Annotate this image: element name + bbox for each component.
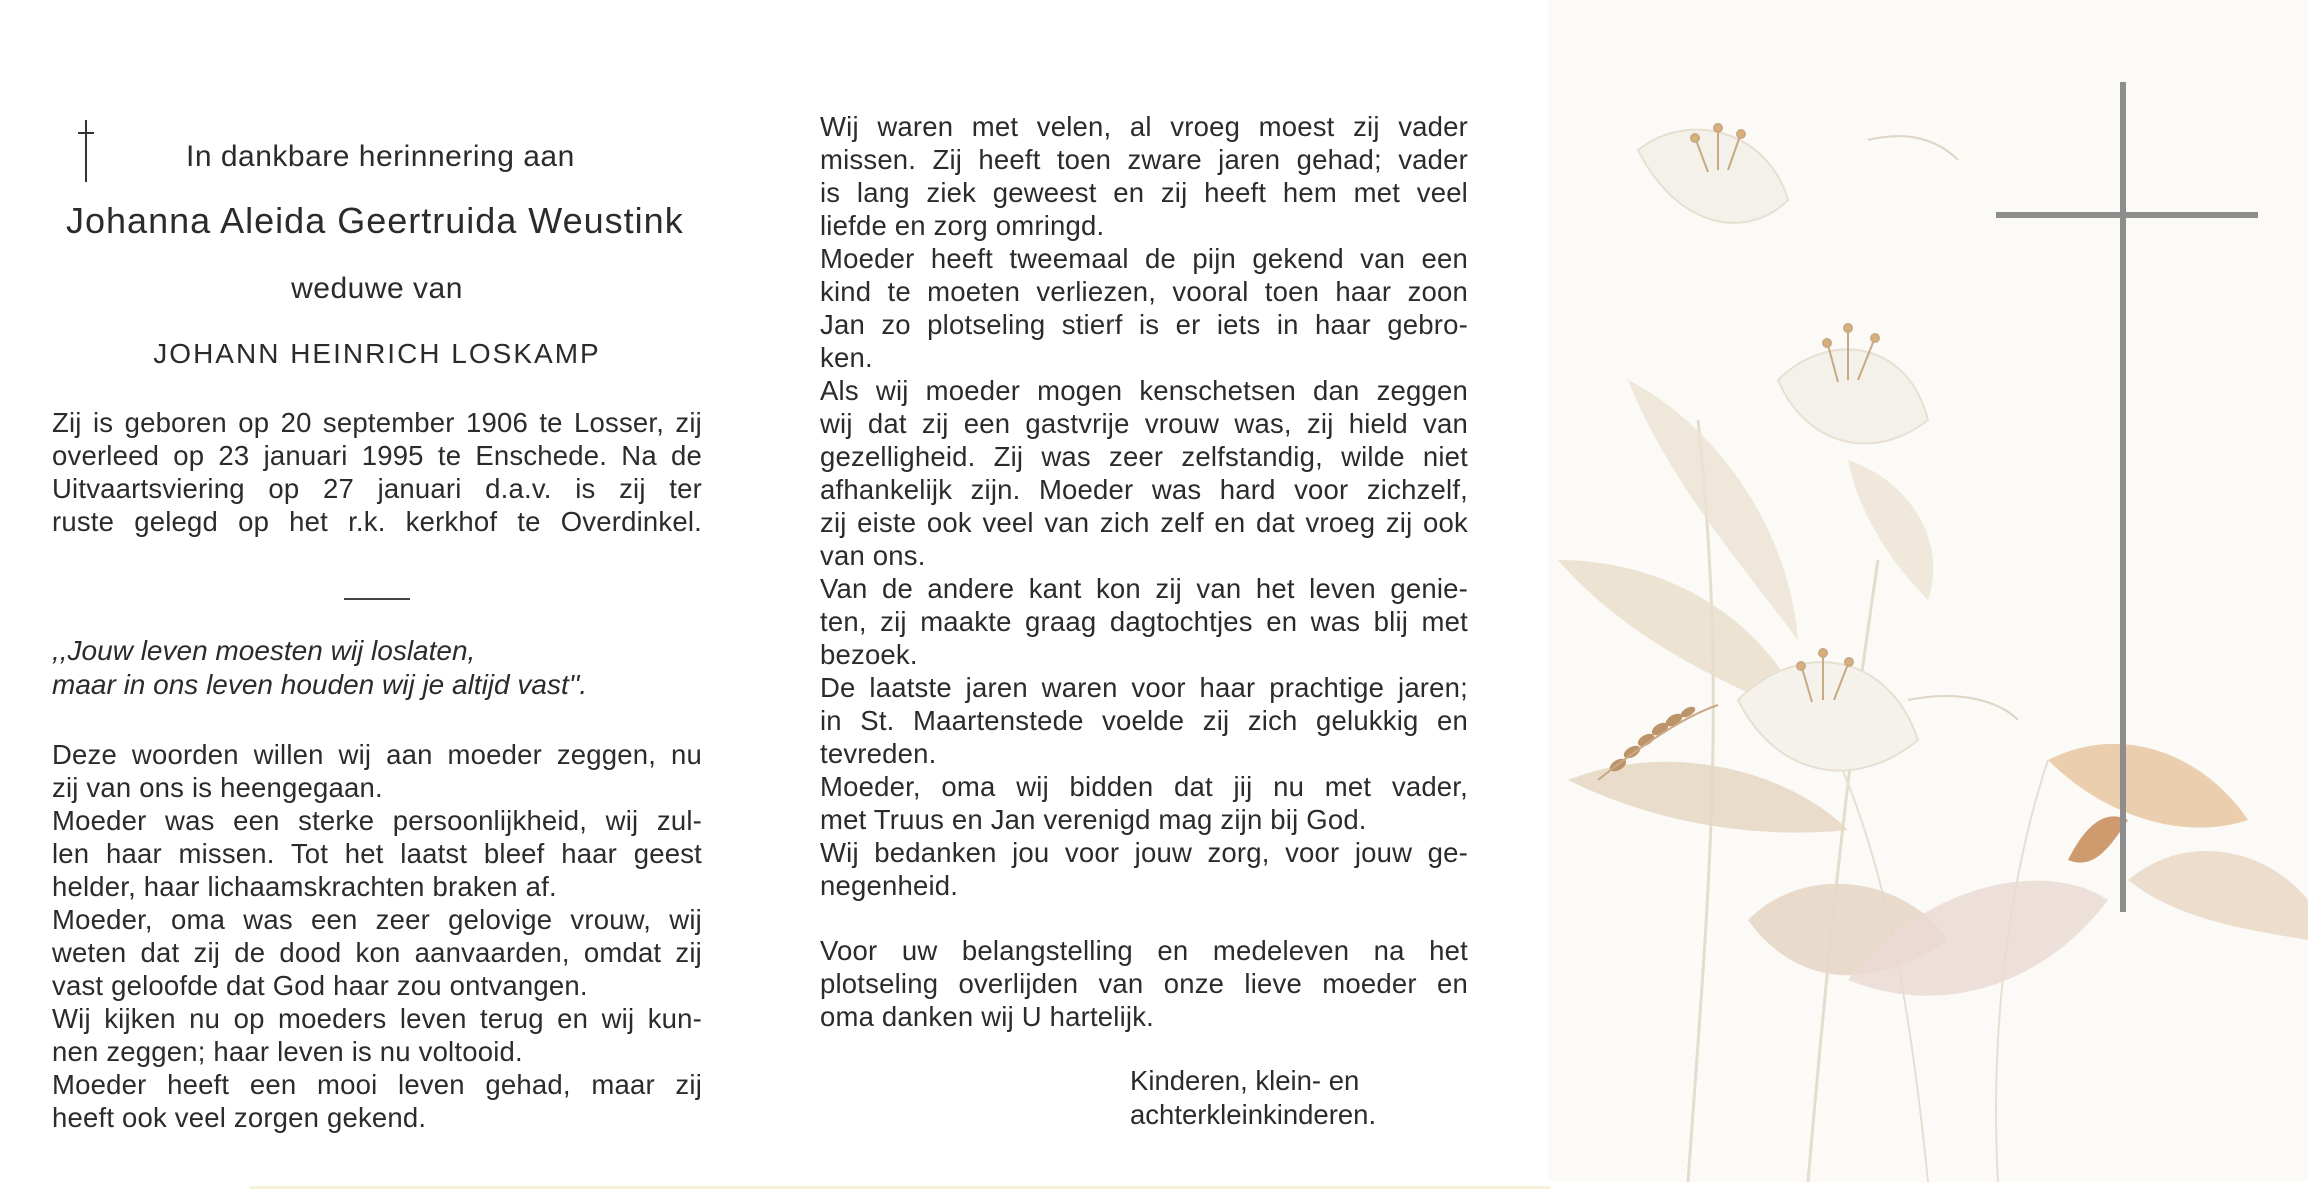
text-line: Van de andere kant kon zij van het leven genie-: [820, 573, 1468, 604]
text-line: bezoek.: [820, 639, 918, 670]
text-line: tevreden.: [820, 738, 937, 769]
text-line: ruste gelegd op het r.k. kerkhof te Overdinkel.: [52, 506, 702, 537]
bottom-edge-stripe: [250, 1186, 1550, 1189]
text-line: weten dat zij de dood kon aanvaarden, omdat zij: [52, 937, 702, 968]
text-line: nen zeggen; haar leven is nu voltooid.: [52, 1036, 523, 1067]
text-line: gezelligheid. Zij was zeer zelfstandig, wilde niet: [820, 441, 1468, 472]
quote-line: ,,Jouw leven moesten wij loslaten,: [52, 635, 476, 666]
text-line: Deze woorden willen wij aan moeder zeggen, nu: [52, 739, 702, 770]
left-tribute-paragraph: [52, 738, 702, 1134]
text-line: Zij is geboren op 20 september 1906 te Losser, zij: [52, 407, 702, 438]
text-line: liefde en zorg omringd.: [820, 210, 1105, 241]
text-line: afhankelijk zijn. Moeder was hard voor zichzelf,: [820, 474, 1468, 505]
text-line: is lang ziek geweest en zij heeft hem met veel: [820, 177, 1468, 208]
text-line: in St. Maartenstede voelde zij zich gelukkig en: [820, 705, 1468, 736]
text-line: zij van ons is heengegaan.: [52, 772, 383, 803]
text-line: Wij kijken nu op moeders leven terug en wij kun-: [52, 1003, 702, 1034]
text-line: negenheid.: [820, 870, 959, 901]
text-line: Wij bedanken jou voor jouw zorg, voor jouw ge-: [820, 837, 1468, 868]
text-line: Wij waren met velen, al vroeg moest zij vader: [820, 111, 1468, 142]
birth-death-paragraph: [52, 406, 702, 538]
text-line: wij dat zij een gastvrije vrouw was, zij hield van: [820, 408, 1468, 439]
text-line: Moeder heeft een mooi leven gehad, maar zij: [52, 1069, 702, 1100]
quote-line: maar in ons leven houden wij je altijd vast''.: [52, 669, 588, 700]
memorial-quote: [52, 634, 712, 702]
text-line: helder, haar lichaamskrachten braken af.: [52, 871, 557, 902]
text-line: len haar missen. Tot het laatst bleef haar geest: [52, 838, 702, 869]
signature-line: achterkleinkinderen.: [1130, 1099, 1377, 1130]
small-cross-icon: [76, 120, 96, 182]
husband-name: JOHANN HEINRICH LOSKAMP: [153, 338, 601, 369]
thanks-paragraph: [820, 934, 1468, 1033]
text-line: Jan zo plotseling stierf is er iets in haar gebro-: [820, 309, 1468, 340]
text-line: kind te moeten verliezen, vooral toen haar zoon: [820, 276, 1468, 307]
header-intro: In dankbare herinnering aan: [186, 140, 575, 173]
text-line: heeft ook veel zorgen gekend.: [52, 1102, 427, 1133]
text-line: De laatste jaren waren voor haar prachtige jaren;: [820, 672, 1468, 703]
text-line: vast geloofde dat God haar zou ontvangen.: [52, 970, 588, 1001]
divider-line: [344, 598, 410, 600]
text-line: van ons.: [820, 540, 926, 571]
signature-line: Kinderen, klein- en: [1130, 1065, 1360, 1096]
text-line: overleed op 23 januari 1995 te Enschede. Na de: [52, 440, 702, 471]
text-line: Moeder, oma was een zeer gelovige vrouw, wij: [52, 904, 702, 935]
signature-block: [1130, 1064, 1470, 1132]
lily-illustration: [1548, 0, 2308, 1182]
text-line: ten, zij maakte graag dagtochtjes en was blij met: [820, 606, 1468, 637]
text-line: met Truus en Jan verenigd mag zijn bij God.: [820, 804, 1367, 835]
text-line: zij eiste ook veel van zich zelf en dat vroeg zij ook: [820, 507, 1468, 538]
text-line: oma danken wij U hartelijk.: [820, 1001, 1155, 1032]
text-line: Als wij moeder mogen kenschetsen dan zeggen: [820, 375, 1468, 406]
text-line: Uitvaartsviering op 27 januari d.a.v. is zij ter: [52, 473, 702, 504]
text-line: plotseling overlijden van onze lieve moeder en: [820, 968, 1468, 999]
text-line: Voor uw belangstelling en medeleven na het: [820, 935, 1468, 966]
middle-tribute-paragraph: [820, 110, 1468, 902]
text-line: ken.: [820, 342, 873, 373]
text-line: Moeder, oma wij bidden dat jij nu met vader,: [820, 771, 1468, 802]
text-line: missen. Zij heeft toen zware jaren gehad; vader: [820, 144, 1468, 175]
text-line: Moeder heeft tweemaal de pijn gekend van een: [820, 243, 1468, 274]
deceased-name: Johanna Aleida Geertruida Weustink: [66, 200, 684, 241]
lily-artwork: [1548, 0, 2308, 1182]
widow-of-label: weduwe van: [291, 272, 463, 305]
text-line: Moeder was een sterke persoonlijkheid, wij zul-: [52, 805, 702, 836]
